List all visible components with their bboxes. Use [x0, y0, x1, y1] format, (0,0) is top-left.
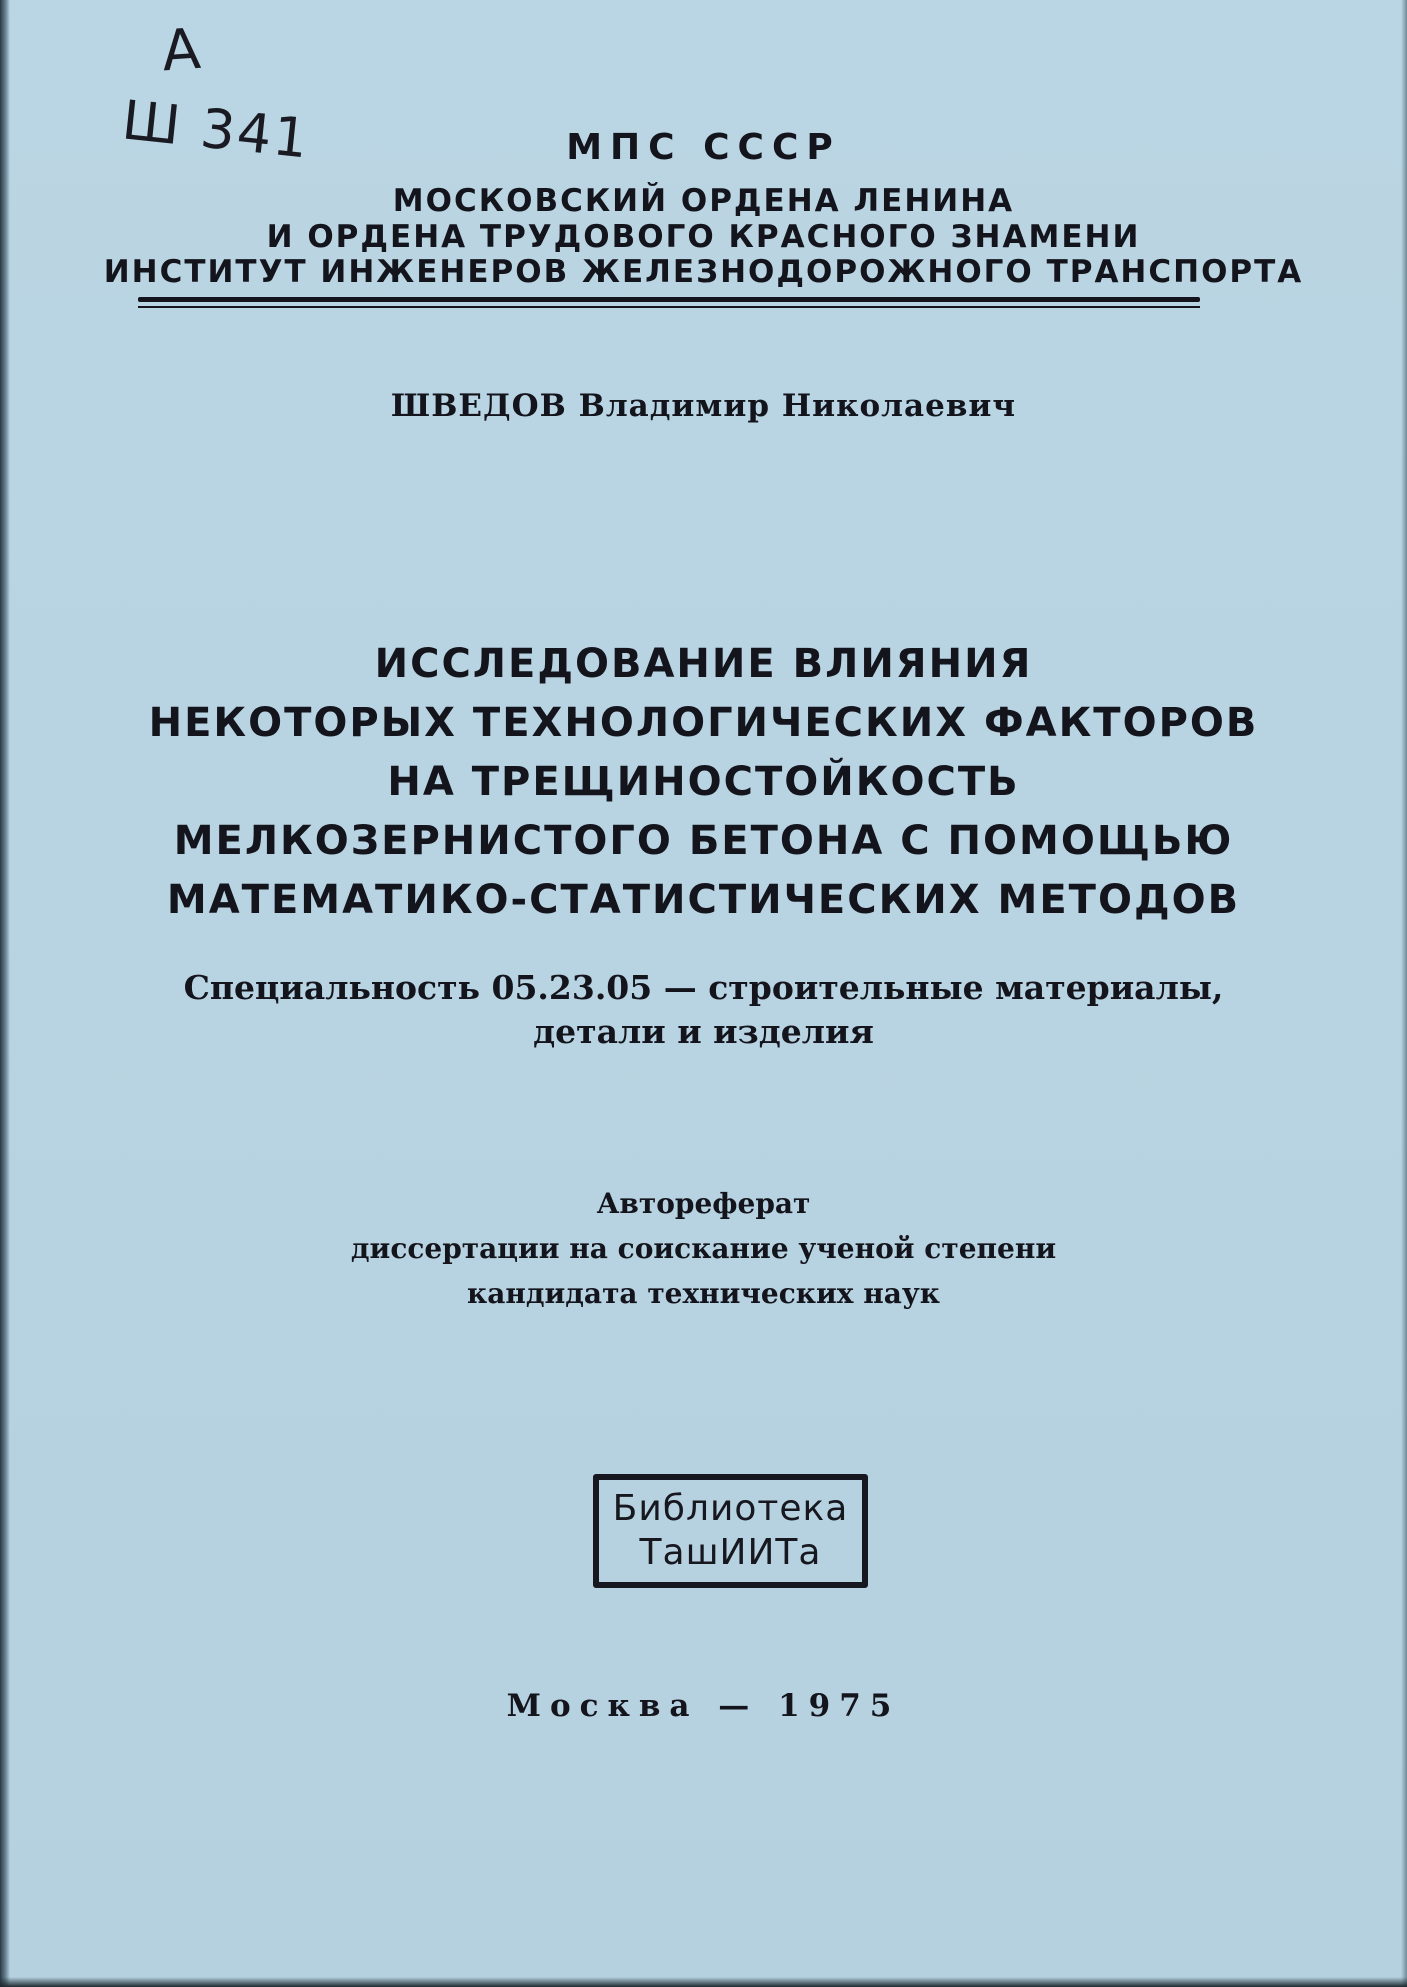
specialty-line-1: Специальность 05.23.05 — строительные материалы, — [183, 968, 1224, 1007]
title-line-4: МЕЛКОЗЕРНИСТОГО БЕТОНА С ПОМОЩЬЮ — [173, 818, 1234, 864]
header-rule — [138, 297, 1200, 302]
title-line-1: ИССЛЕДОВАНИЕ ВЛИЯНИЯ — [374, 641, 1033, 687]
title-line-5: МАТЕМАТИКО-СТАТИСТИЧЕСКИХ МЕТОДОВ — [166, 877, 1241, 923]
institute-line-2: И ОРДЕНА ТРУДОВОГО КРАСНОГО ЗНАМЕНИ — [266, 219, 1141, 255]
institute-line-1: МОСКОВСКИЙ ОРДЕНА ЛЕНИНА — [392, 183, 1015, 219]
library-stamp — [593, 1474, 868, 1588]
abstract-line-1: Автореферат — [596, 1187, 811, 1220]
institute-line-3: ИНСТИТУТ ИНЖЕНЕРОВ ЖЕЛЕЗНОДОРОЖНОГО ТРАНСПОРТА — [103, 254, 1304, 290]
scan-edge-bottom — [0, 1977, 1407, 1987]
header-rule-thin — [138, 306, 1200, 308]
imprint-city-year: Москва — 1975 — [506, 1688, 901, 1724]
specialty-line-2: детали и изделия — [533, 1012, 874, 1051]
abstract-line-3: кандидата технических наук — [466, 1277, 941, 1310]
title-line-2: НЕКОТОРЫХ ТЕХНОЛОГИЧЕСКИХ ФАКТОРОВ — [148, 700, 1259, 746]
abstract-line-2: диссертации на соискание ученой степени — [350, 1232, 1057, 1265]
ministry-heading: МПС СССР — [566, 127, 841, 168]
author-name: ШВЕДОВ Владимир Николаевич — [390, 388, 1017, 424]
handwritten-shelfmark: Ш 341 — [119, 88, 313, 171]
title-line-3: НА ТРЕЩИНОСТОЙКОСТЬ — [387, 759, 1020, 805]
stamp-line-1: Библиотека — [612, 1488, 849, 1529]
handwritten-letter: А — [159, 16, 205, 85]
stamp-line-2: ТашИИТа — [639, 1532, 822, 1573]
